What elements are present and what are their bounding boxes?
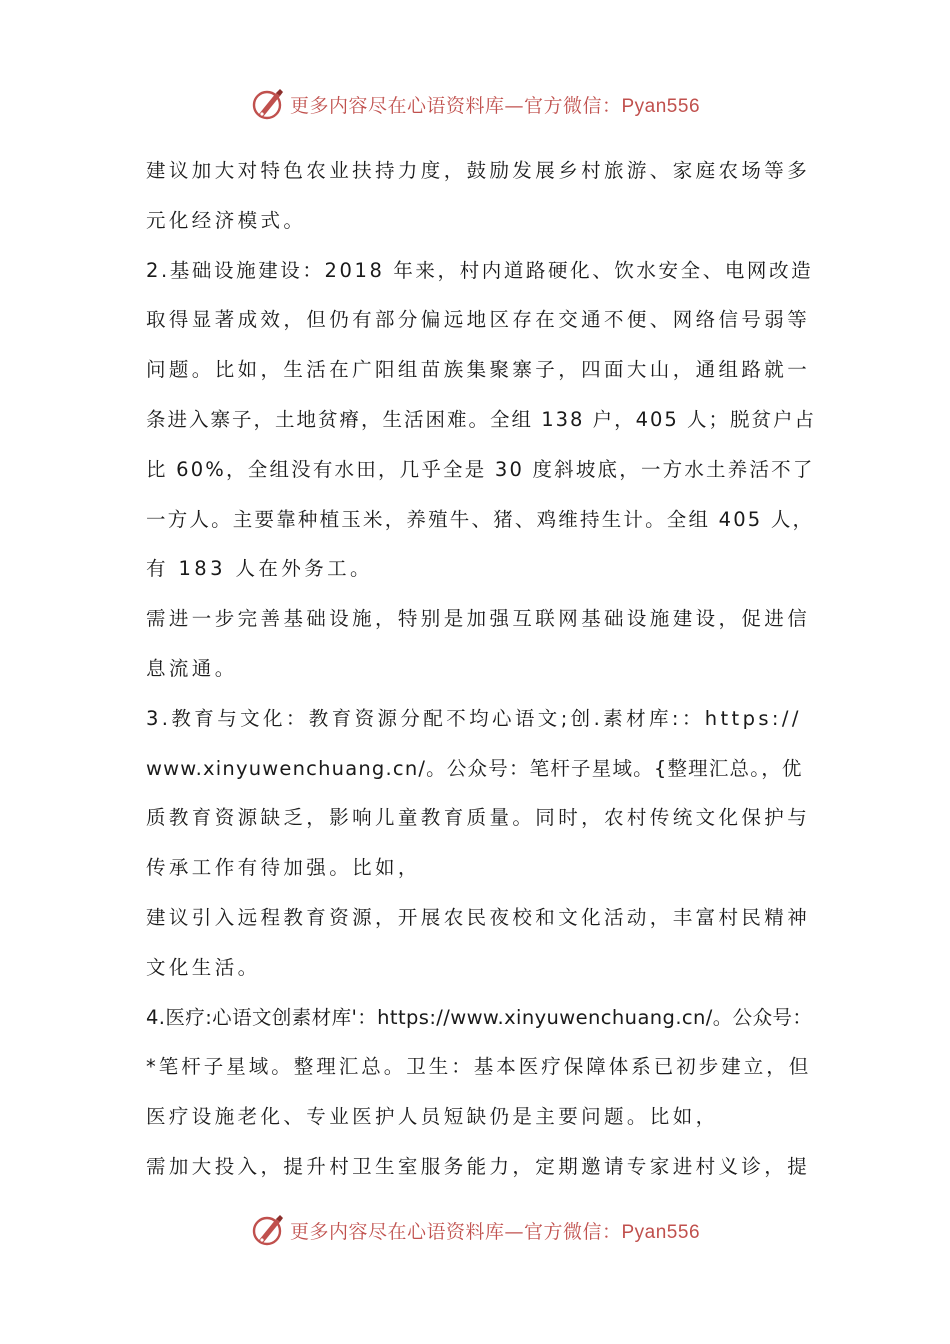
text-line: 需进一步完善基础设施，特别是加强互联网基础设施建设，促进信 <box>146 607 811 631</box>
text-line: 2.基础设施建设：2018 年来，村内道路硬化、饮水安全、电网改造 <box>146 258 814 282</box>
header-banner-wechat-id: Pyan556 <box>621 95 701 117</box>
text-line: 4.医疗:心语文创素材库'：https://www.xinyuwenchuang.cn/。公众号： <box>146 1005 813 1029</box>
text-line: 比 60%，全组没有水田，几乎全是 30 度斜坡底，一方水土养活不了 <box>146 457 815 481</box>
text-line: 医疗设施老化、专业医护人员短缺仍是主要问题。比如， <box>146 1105 719 1129</box>
text-line: *笔杆子星域。整理汇总。卫生：基本医疗保障体系已初步建立，但 <box>146 1055 812 1079</box>
text-line: 问题。比如，生活在广阳组苗族集聚寨子，四面大山，通组路就一 <box>146 358 811 382</box>
text-line: 元化经济模式。 <box>146 208 307 232</box>
text-line: 需加大投入，提升村卫生室服务能力，定期邀请专家进村义诊，提 <box>146 1154 811 1178</box>
text-line: 质教育资源缺乏，影响儿童教育质量。同时，农村传统文化保护与 <box>146 806 811 830</box>
text-line: 取得显著成效，但仍有部分偏远地区存在交通不便、网络信号弱等 <box>146 308 811 332</box>
text-line: 有 183 人在外务工。 <box>146 557 373 581</box>
footer-banner-text <box>290 1217 700 1244</box>
text-line: 一方人。主要靠种植玉米，养殖牛、猪、鸡维持生计。全组 405 人， <box>146 507 815 531</box>
text-line: 文化生活。 <box>146 955 261 979</box>
text-line: 建议加大对特色农业扶持力度，鼓励发展乡村旅游、家庭农场等多 <box>146 159 811 182</box>
text-line: 建议引入远程教育资源，开展农民夜校和文化活动，丰富村民精神 <box>146 905 811 929</box>
header-banner <box>0 82 950 126</box>
footer-banner <box>0 1208 950 1252</box>
text-line: www.xinyuwenchuang.cn/。公众号：笔杆子星域。{整理汇总。，优 <box>146 756 803 780</box>
fountain-pen-logo-icon <box>250 1212 286 1248</box>
text-line: 息流通。 <box>146 656 238 680</box>
text-line: 条进入寨子，土地贫瘠，生活困难。全组 138 户，405 人；脱贫户占 <box>146 407 816 431</box>
header-banner-text <box>290 91 700 118</box>
fountain-pen-logo-icon <box>250 86 286 122</box>
text-line: 3.教育与文化：教育资源分配不均心语文;创.素材库:：https:// <box>146 706 802 730</box>
text-line: 传承工作有待加强。比如， <box>146 856 421 880</box>
footer-banner-cn: 更多内容尽在心语资料库—官方微信： <box>289 1220 622 1243</box>
footer-banner-wechat-id: Pyan556 <box>621 1221 701 1243</box>
header-banner-cn: 更多内容尽在心语资料库—官方微信： <box>289 94 622 117</box>
document-body <box>146 146 816 1192</box>
